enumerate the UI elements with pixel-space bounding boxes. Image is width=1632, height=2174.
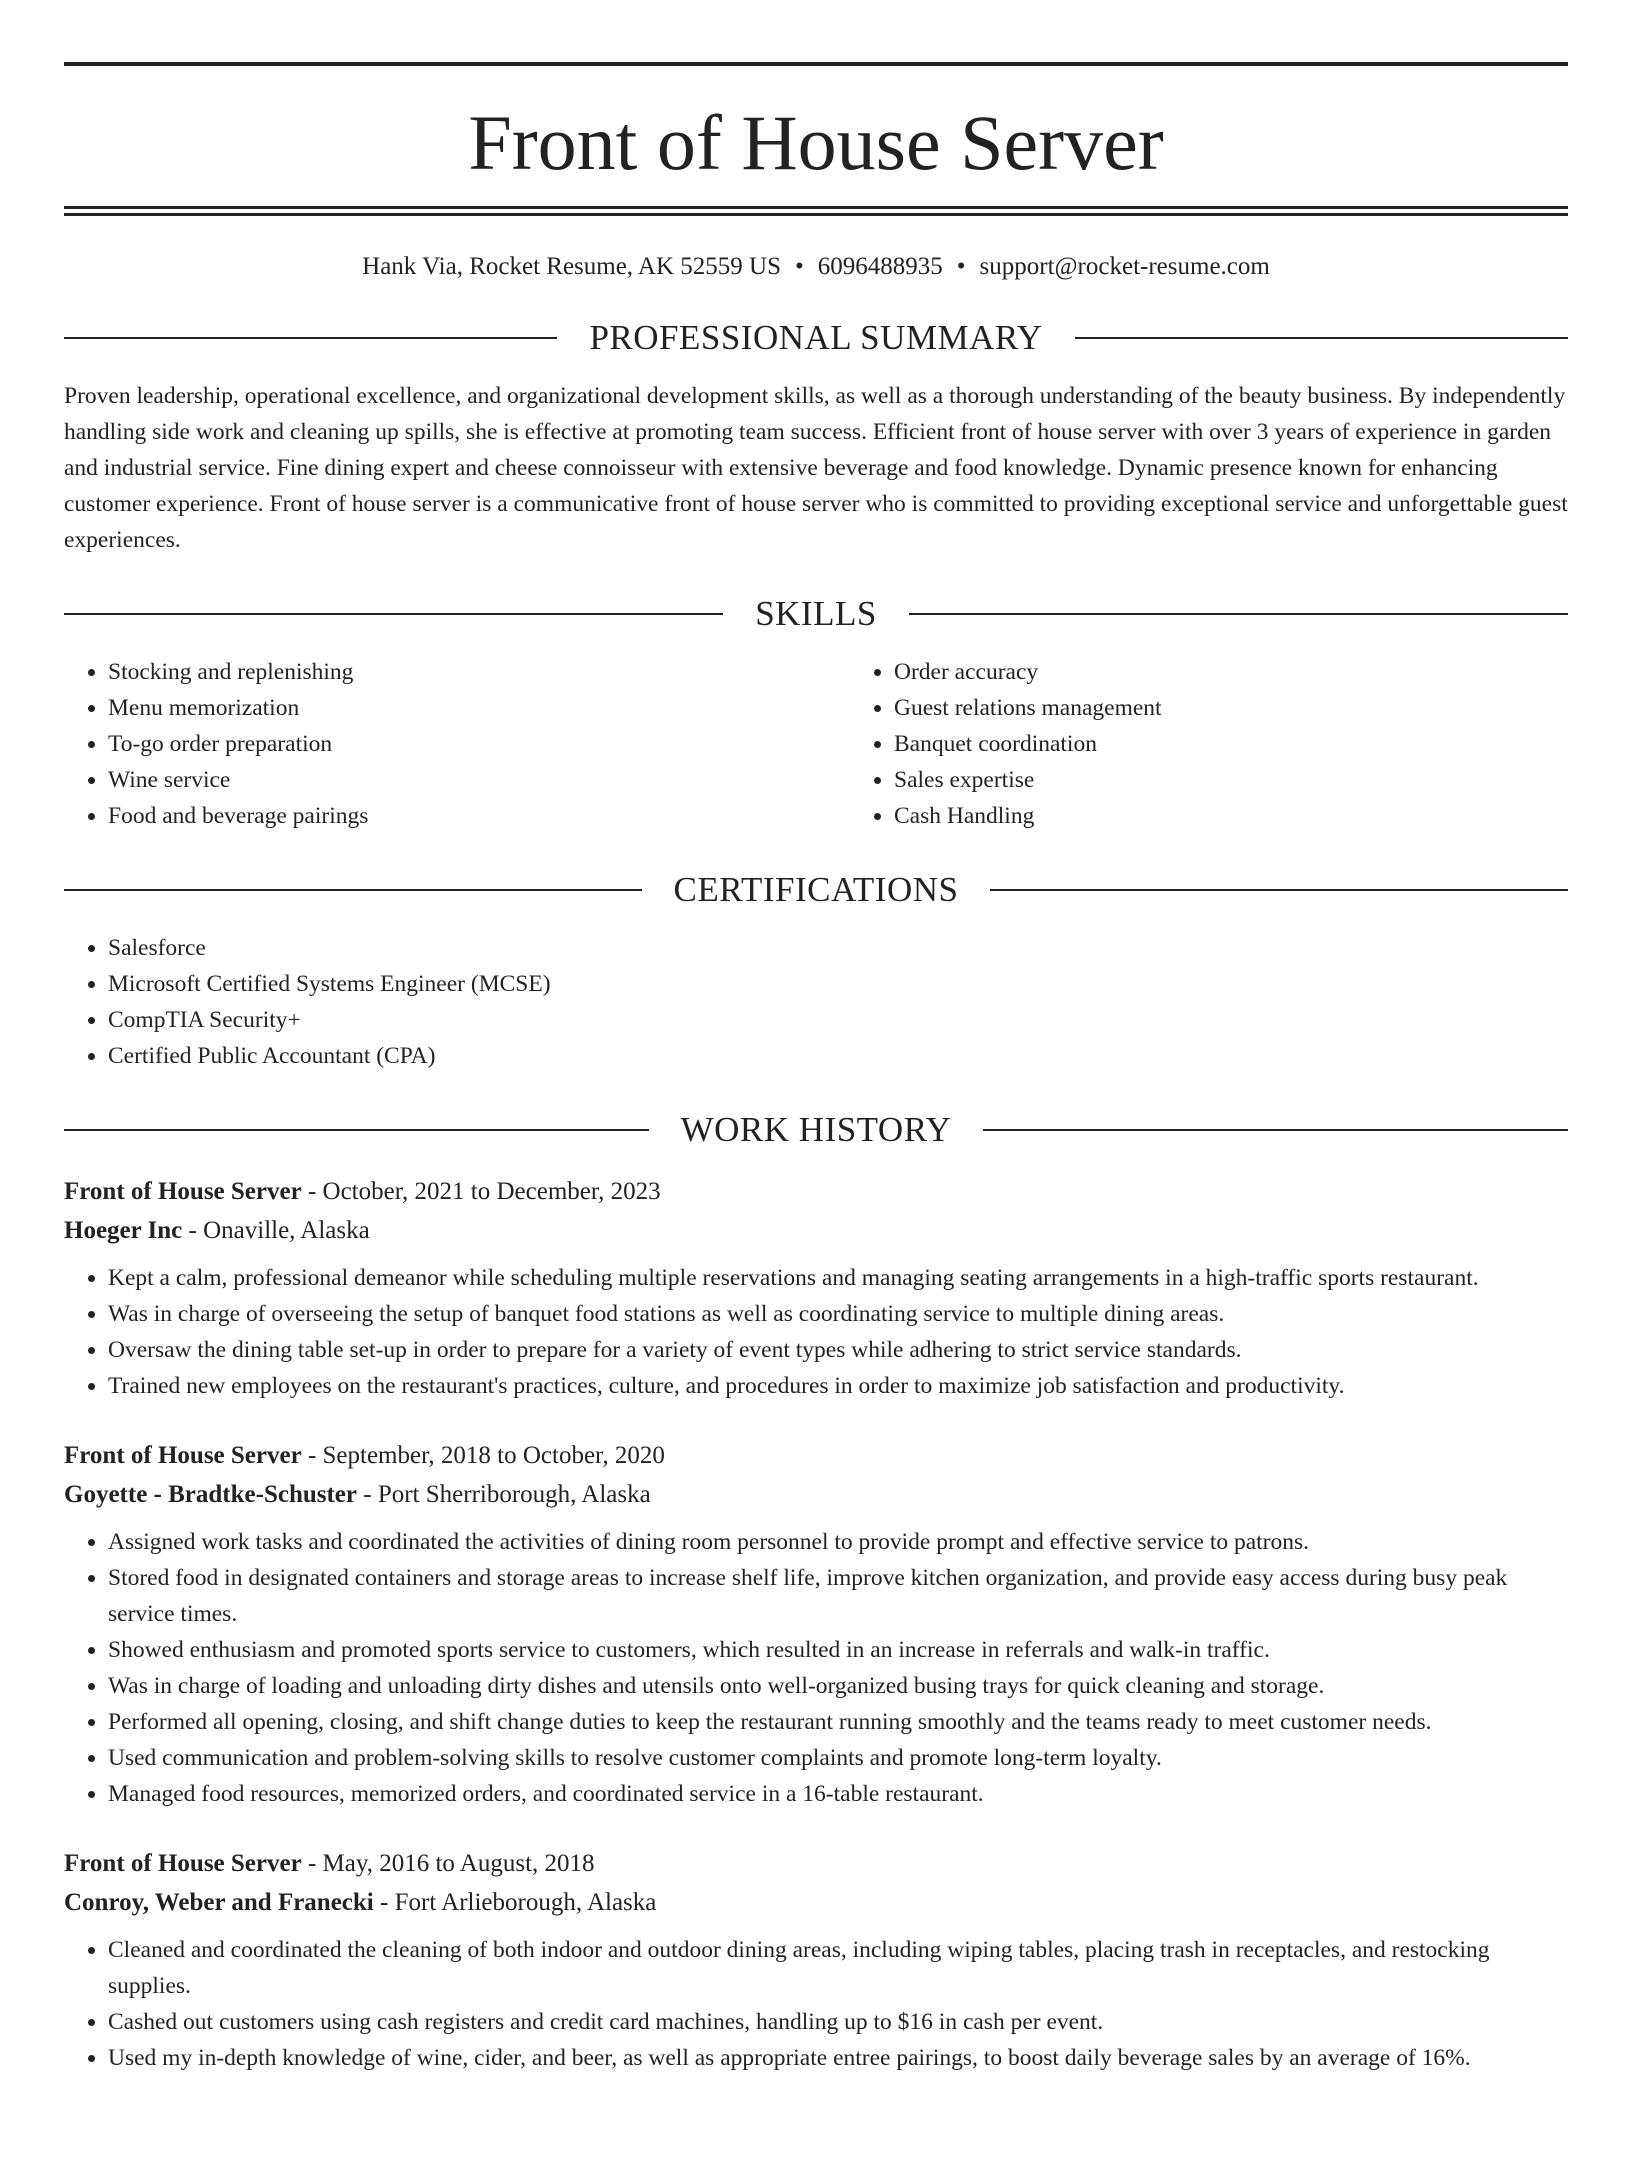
job-title: Front of House Server <box>64 1442 302 1469</box>
skill-item: • To-go order preparation <box>108 726 850 762</box>
job-company-line: Hoeger Inc - Onaville, Alaska <box>64 1217 370 1244</box>
contact-phone: 6096488935 <box>817 253 943 280</box>
job-title: Front of House Server <box>64 1850 302 1877</box>
contact-separator: • <box>795 253 804 280</box>
job-bullet: • Trained new employees on the restaurant's practices, culture, and procedures in order to maximize job satisfaction and productivity. <box>108 1368 1568 1404</box>
job-bullets <box>64 1932 1568 2076</box>
certifications-heading <box>64 858 1568 922</box>
skill-item: • Wine service <box>108 762 850 798</box>
skill-item: • Menu memorization <box>108 690 850 726</box>
resume-title: Front of House Server <box>468 99 1164 186</box>
work-history-heading-label: WORK HISTORY <box>680 1110 952 1149</box>
work-history-heading <box>64 1098 1568 1162</box>
job-bullet: • Cashed out customers using cash registers and credit card machines, handling up to $16 in cash per event. <box>108 2004 1568 2040</box>
skill-item: • Guest relations management <box>894 690 1162 726</box>
heading-rule-right <box>909 613 1568 615</box>
heading-rule-left <box>64 889 642 891</box>
certification-item: • Salesforce <box>108 930 1568 966</box>
job-entry <box>64 1436 1568 1812</box>
skills-list-left <box>64 654 850 834</box>
job-entry <box>64 1172 1568 1404</box>
job-bullet: • Oversaw the dining table set-up in order to prepare for a variety of event types while adhering to strict service standards. <box>108 1332 1568 1368</box>
heading-rule-left <box>64 613 723 615</box>
job-bullet: • Cleaned and coordinated the cleaning of both indoor and outdoor dining areas, including wiping tables, placing trash in receptacles, and restocking supplies. <box>108 1932 1568 2004</box>
summary-heading-label: PROFESSIONAL SUMMARY <box>589 318 1043 357</box>
job-location: Onaville, Alaska <box>203 1217 370 1244</box>
job-title-line: Front of House Server - September, 2018 to October, 2020 <box>64 1442 665 1469</box>
skill-item: • Food and beverage pairings <box>108 798 850 834</box>
skill-item: • Order accuracy <box>894 654 1162 690</box>
job-location: Port Sherriborough, Alaska <box>377 1481 651 1508</box>
certification-item: • Certified Public Accountant (CPA) <box>108 1038 1568 1074</box>
job-bullet: • Was in charge of loading and unloading dirty dishes and utensils onto well-organized busing trays for quick cleaning and storage. <box>108 1668 1568 1704</box>
job-bullet: • Used my in-depth knowledge of wine, cider, and beer, as well as appropriate entree pairings, to boost daily beverage sales by an average of 16%. <box>108 2040 1568 2076</box>
job-company: Hoeger Inc <box>64 1217 183 1244</box>
job-bullet: • Stored food in designated containers and storage areas to increase shelf life, improve kitchen organization, and provide easy access during busy peak service times. <box>108 1560 1568 1632</box>
heading-rule-right <box>1075 337 1568 339</box>
job-dates: September, 2018 to October, 2020 <box>322 1442 665 1469</box>
job-company: Goyette - Bradtke-Schuster <box>64 1481 357 1508</box>
skill-item: • Sales expertise <box>894 762 1162 798</box>
job-dates: May, 2016 to August, 2018 <box>322 1850 595 1877</box>
job-bullet: • Showed enthusiasm and promoted sports service to customers, which resulted in an increase in referrals and walk-in traffic. <box>108 1632 1568 1668</box>
skills-list-right <box>850 654 1162 834</box>
summary-heading <box>64 306 1568 370</box>
job-title-line: Front of House Server - May, 2016 to August, 2018 <box>64 1850 595 1877</box>
heading-rule-left <box>64 337 557 339</box>
certification-item: • Microsoft Certified Systems Engineer (MCSE) <box>108 966 1568 1002</box>
skills-heading <box>64 582 1568 646</box>
job-bullet: • Managed food resources, memorized orders, and coordinated service in a 16-table restaurant. <box>108 1776 1568 1812</box>
job-bullets <box>64 1524 1568 1812</box>
job-dates: October, 2021 to December, 2023 <box>322 1178 661 1205</box>
job-entry <box>64 1844 1568 2076</box>
skills-heading-label: SKILLS <box>755 594 877 633</box>
contact-separator: • <box>956 253 966 280</box>
job-bullet: • Kept a calm, professional demeanor while scheduling multiple reservations and managing seating arrangements in a high-traffic sports restaurant. <box>108 1260 1568 1296</box>
heading-rule-right <box>990 889 1568 891</box>
skill-item: • Cash Handling <box>894 798 1162 834</box>
resume-page <box>0 62 1632 2174</box>
summary-text: Proven leadership, operational excellence, and organizational development skills, as well as a thorough understanding of the beauty business. By independently handling side work and cleaning up spills, she is effective at promoting team success. Efficient front of house server with over 3 years of experience in garden and industrial service. Fine dining expert and cheese connoisseur with extensive beverage and food knowledge. Dynamic presence known for enhancing customer experience. Front of house server is a communicative front of house server who is committed to providing exceptional service and unforgettable guest experiences. <box>64 383 1568 553</box>
skills-grid <box>64 654 1568 834</box>
job-title: Front of House Server <box>64 1178 302 1205</box>
top-rule <box>64 62 1568 66</box>
job-title-line: Front of House Server - October, 2021 to December, 2023 <box>64 1178 661 1205</box>
job-bullets <box>64 1260 1568 1404</box>
contact-line <box>64 252 1568 282</box>
contact-email: support@rocket-resume.com <box>979 253 1270 280</box>
job-bullet: • Performed all opening, closing, and shift change duties to keep the restaurant running smoothly and the teams ready to meet customer needs. <box>108 1704 1568 1740</box>
contact-address: Hank Via, Rocket Resume, AK 52559 US <box>362 253 781 280</box>
certifications-heading-label: CERTIFICATIONS <box>673 870 959 909</box>
heading-rule-left <box>64 1129 649 1131</box>
job-company-line: Conroy, Weber and Franecki - Fort Arlieborough, Alaska <box>64 1889 657 1916</box>
job-location: Fort Arlieborough, Alaska <box>394 1889 657 1916</box>
certifications-list <box>64 930 1568 1074</box>
job-bullet: • Was in charge of overseeing the setup of banquet food stations as well as coordinating service to multiple dining areas. <box>108 1296 1568 1332</box>
skill-item: • Banquet coordination <box>894 726 1162 762</box>
job-company: Conroy, Weber and Franecki <box>64 1889 374 1916</box>
heading-rule-right <box>983 1129 1568 1131</box>
title-double-rule <box>64 206 1568 216</box>
job-bullet: • Assigned work tasks and coordinated the activities of dining room personnel to provide prompt and effective service to patrons. <box>108 1524 1568 1560</box>
job-company-line: Goyette - Bradtke-Schuster - Port Sherriborough, Alaska <box>64 1481 651 1508</box>
job-bullet: • Used communication and problem-solving skills to resolve customer complaints and promote long-term loyalty. <box>108 1740 1568 1776</box>
certification-item: • CompTIA Security+ <box>108 1002 1568 1038</box>
skill-item: • Stocking and replenishing <box>108 654 850 690</box>
